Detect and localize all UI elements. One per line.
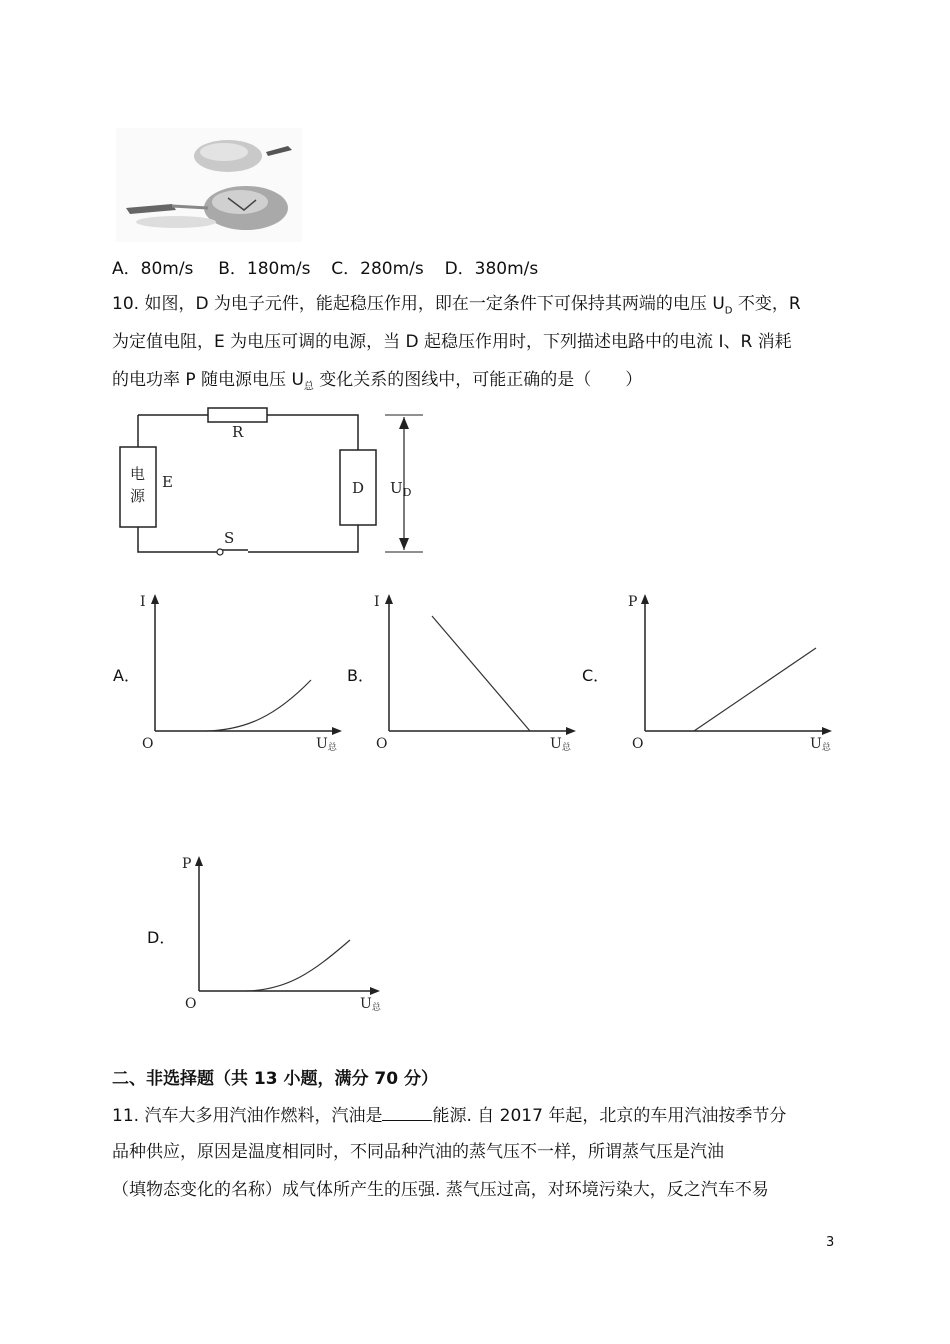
graph-c-label: C．: [582, 666, 610, 685]
switch-label: S: [224, 529, 235, 547]
graph-d-label: D．: [147, 928, 176, 947]
q9-option-d: D．380m/s: [444, 259, 539, 279]
q11-line-1: 11. 汽车大多用汽油作燃料，汽油是 能源. 自 2017 年起，北京的车用汽油按季节分: [112, 1102, 786, 1128]
graph-b-line: [432, 616, 530, 731]
graph-d-curve: [246, 940, 350, 991]
graph-c-x-label: U总: [810, 736, 831, 753]
q11-line-2: 品种供应，原因是温度相同时，不同品种汽油的蒸气压不一样，所谓蒸气压是汽油: [112, 1142, 724, 1162]
page-number: 3: [826, 1235, 835, 1250]
graph-d-x-label: U总: [360, 996, 381, 1013]
graph-b: [370, 588, 585, 753]
graph-a-curve: [206, 680, 311, 731]
graph-a-x-label: U总: [316, 736, 337, 753]
q10-line-3: 的电功率 P 随电源电压 $U_总$ 变化关系的图线中，可能正确的是（ ）: [112, 370, 643, 393]
q11-blank[interactable]: [382, 1102, 432, 1121]
graph-b-label: B．: [347, 666, 374, 685]
graph-b-y-label: I: [374, 594, 380, 610]
graph-c-line: [694, 648, 816, 731]
section-2-heading: 二、非选择题（共 13 小题，满分 70 分）: [112, 1069, 438, 1089]
d-label: D: [352, 479, 365, 497]
ud-label: $U_D$: [390, 479, 412, 499]
q9-options: [112, 257, 538, 281]
graph-a-origin: O: [142, 736, 154, 752]
q9-option-b: B．180m/s: [218, 259, 311, 279]
resistor-r: [208, 408, 267, 422]
e-label: E: [162, 473, 173, 491]
q9-option-c: C．280m/s: [331, 259, 424, 279]
graph-c-y-label: P: [628, 594, 638, 610]
graph-b-origin: O: [376, 736, 388, 752]
graph-c-origin: O: [632, 736, 644, 752]
q10-line-2: 为定值电阻，E 为电压可调的电源，当 D 起稳压作用时，下列描述电路中的电流 I、R 消耗: [112, 332, 792, 352]
graph-d: [178, 850, 393, 1015]
bullet-potato-photo: [116, 128, 302, 242]
graph-a-label: A．: [113, 666, 140, 685]
source-label-1: 电: [130, 465, 146, 483]
q10-line-1: 10. 如图，D 为电子元件，能起稳压作用，即在一定条件下可保持其两端的电压 $U_D$ 不变，R: [112, 294, 801, 317]
q11-line-3: （填物态变化的名称）成气体所产生的压强. 蒸气压过高，对环境污染大，反之汽车不易: [112, 1180, 769, 1200]
graph-b-x-label: U总: [550, 736, 571, 753]
graph-d-origin: O: [185, 996, 197, 1012]
graph-a-y-label: I: [140, 594, 146, 610]
resistor-label: R: [232, 423, 244, 441]
circuit-diagram: [108, 405, 428, 565]
graph-a: [136, 588, 351, 753]
q9-option-a: A．80m/s: [112, 259, 194, 279]
graph-d-y-label: P: [182, 856, 192, 872]
source-label-2: 源: [130, 487, 146, 505]
graph-c: [626, 588, 841, 753]
